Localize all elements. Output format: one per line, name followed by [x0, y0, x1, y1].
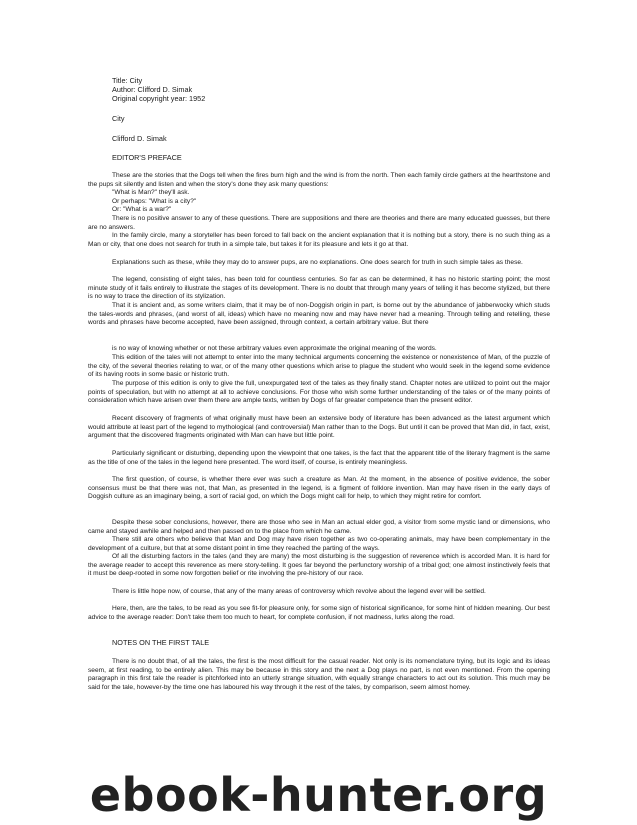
paragraph: There is no positive answer to any of these questions. There are suppositions and there are theories and there are many educated guesses, but there are no answers.	[88, 215, 550, 231]
book-title: City	[112, 114, 125, 123]
question-line: Or: "What is a war?"	[112, 206, 172, 213]
paragraph: There is no doubt that, of all the tales, the first is the most difficult for the casual reader. Not only is its nomenclature trying, but its logic and its ideas seem, at first reading, to be entirely alien. This may be because in this story and the next a Dog plays no part, is not even mentioned. From the opening paragraph in this first tale the reader is pitchforked into an utterly strange situation, with equally strange characters to act out its solution. This much may be said for the tale, however-by the time one has laboured his way through it the rest of the tales, by comparison, seem almost homey.	[88, 658, 550, 691]
paragraph: Here, then, are the tales, to be read as you see fit-for pleasure only, for some sign of historical significance, for some hint of hidden meaning. Our best advice to the average reader: Don't take them too much to heart, for complete confusion, if not madness, lurks along the road.	[88, 605, 550, 621]
paragraph: Of all the disturbing factors in the tales (and they are many) the most disturbing is the suggestion of reverence which is accorded Man. It is hard for the average reader to accept this reverence as mere story-telling. It goes far beyond the perfunctory worship of a tribal god; one almost instinctively feels that it must be deep-rooted in some now forgotten belief or rite involving the pre-history of our race.	[88, 553, 550, 578]
section-heading-preface: EDITOR'S PREFACE	[112, 153, 182, 162]
paragraph: Recent discovery of fragments of what originally must have been an extensive body of literature has been advanced as the latest argument which would attribute at least part of the legend to mythological (and controversial) Man rather than to the Dogs. But until it can be proved that Man did, in fact, exist, argument that the discovered fragments originated with Man can have but little point.	[88, 415, 550, 440]
meta-author: Author: Clifford D. Simak	[112, 85, 193, 94]
paragraph: There is little hope now, of course, that any of the many areas of controversy which revolve about the legend ever will be settled.	[112, 588, 486, 595]
paragraph: Despite these sober conclusions, however, there are those who see in Man an actual elder god, a visitor from some mystic land or dimensions, who came and stayed awhile and helped and then passed on to the place from which he came.	[88, 519, 550, 535]
paragraph: These are the stories that the Dogs tell when the fires burn high and the wind is from the north. Then each family circle gathers at the hearthstone and the pups sit silently and listen and when the story's done they ask many questions:	[88, 172, 550, 188]
paragraph: The purpose of this edition is only to give the full, unexpurgated text of the tales as they finally stand. Chapter notes are utilized to point out the major points of speculation, but with no attempt at all to achieve conclusions. For those who wish some further understanding of the tales or of the many points of consideration which have arisen over them there are ample texts, written by Dogs of far greater competence than the present editor.	[88, 380, 550, 405]
watermark-text: ebook-hunter.org	[89, 768, 548, 822]
paragraph: Particularly significant or disturbing, depending upon the viewpoint that one takes, is the fact that the apparent title of the literary fragment is the same as the title of one of the tales in the legend here presented. The word itself, of course, is entirely meaningless.	[88, 450, 550, 466]
question-line: Or perhaps: "What is a city?"	[112, 198, 197, 205]
question-line: "What is Man?" they'll ask.	[112, 189, 190, 196]
book-author: Clifford D. Simak	[112, 134, 167, 143]
paragraph: Explanations such as these, while they may do to answer pups, are no explanations. One does search for truth in such simple tales as these.	[112, 259, 523, 266]
paragraph: This edition of the tales will not attempt to enter into the many technical arguments concerning the existence or nonexistence of Man, of the puzzle of the city, of the several theories relating to war, or of the many other questions which arise to plague the student who would seek in the legend some evidence of its having roots in some basic or historic truth.	[88, 354, 550, 379]
paragraph: The first question, of course, is whether there ever was such a creature as Man. At the moment, in the absence of positive evidence, the sober consensus must be that there was not, that Man, as presented in the legend, is a figment of folklore invention. Man may have risen in the early days of Doggish culture as an imaginary being, a sort of racial god, on which the Dogs might call for help, to which they might retire for comfort.	[88, 476, 550, 501]
section-heading-notes: NOTES ON THE FIRST TALE	[112, 638, 210, 647]
paragraph: There still are others who believe that Man and Dog may have risen together as two co-operating animals, may have been complementary in the development of a culture, but that at some distant point in time they reached the parting of the ways.	[88, 536, 550, 552]
meta-title: Title: City	[112, 76, 143, 85]
paragraph: In the family circle, many a storyteller has been forced to fall back on the ancient explanation that it is nothing but a story, there is no such thing as a Man or city, that one does not search for truth in a simple tale, but takes it for its pleasure and lets it go at that.	[88, 232, 550, 248]
paragraph: The legend, consisting of eight tales, has been told for countless centuries. So far as can be determined, it has no historic starting point; the most minute study of it fails entirely to illustrate the stages of its development. There is no doubt that through many years of telling it has become stylized, but there is no way to trace the direction of its stylization.	[88, 276, 550, 301]
meta-copyright: Original copyright year: 1952	[112, 94, 206, 103]
paragraph: is no way of knowing whether or not these arbitrary values even approximate the original meaning of the words.	[112, 345, 437, 352]
paragraph: That it is ancient and, as some writers claim, that it may be of non-Doggish origin in part, is borne out by the abundance of jabberwocky which studs the tales-words and phrases, (and worst of all, ideas) which have no meaning now and may have never had a meaning. Through telling and retelling, these words and phrases have become accepted, have been assigned, through context, a certain arbitrary value. But there	[88, 302, 550, 327]
